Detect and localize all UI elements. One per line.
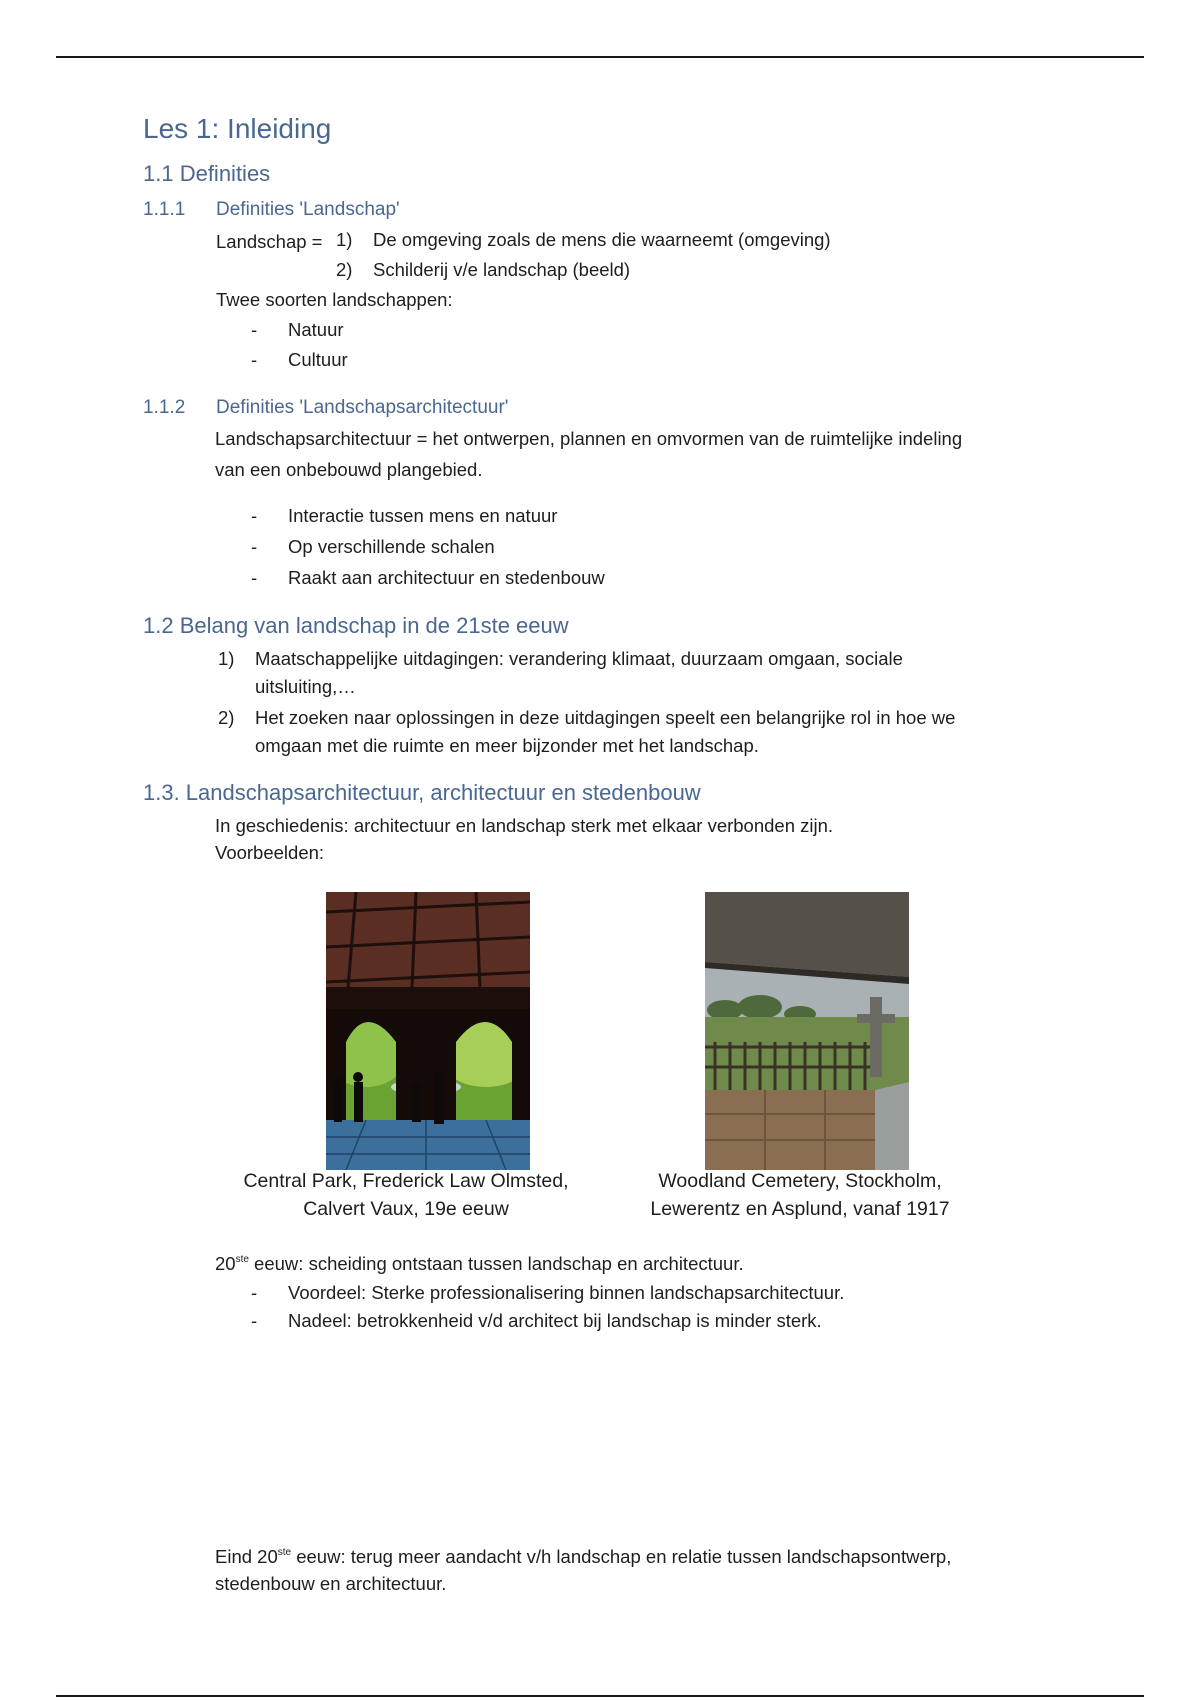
examples-label: Voorbeelden: [215,842,325,863]
figure-caption-line: Lewerentz en Asplund, vanaf 1917 [650,1198,950,1220]
end-prefix: Eind 20 [215,1546,278,1567]
landschap-item-number: 2) [336,259,353,280]
end-century-line [215,1546,951,1568]
bullet-dash: - [251,319,258,340]
history-intro: In geschiedenis: architectuur en landschap sterk met elkaar verbonden zijn. [215,815,834,836]
century-suffix: ste [235,1254,249,1265]
importance-item-number: 2) [218,707,235,728]
landscape-type-item: Cultuur [288,349,348,370]
woodland-cemetery-photo [705,892,909,1170]
end-suffix: ste [277,1547,292,1558]
subsection-title-1-1-1: Definities 'Landschap' [216,199,400,220]
definition-bullet: Op verschillende schalen [288,536,495,557]
section-title-1-2: 1.2 Belang van landschap in de 21ste eeuw [143,613,569,638]
century-bullet: Voordeel: Sterke professionalisering binnen landschapsarchitectuur. [288,1282,845,1303]
importance-item-line: Het zoeken naar oplossingen in deze uitdagingen speelt een belangrijke rol in hoe we [255,707,956,728]
figure-caption-line: Calvert Vaux, 19e eeuw [303,1198,509,1220]
definition-bullet: Interactie tussen mens en natuur [288,505,558,526]
bullet-dash: - [251,1310,258,1331]
central-park-photo [326,892,530,1170]
bullet-dash: - [251,349,258,370]
section-title-1-3: 1.3. Landschapsarchitectuur, architectuur en stedenbouw [143,780,701,805]
definition-bullet: Raakt aan architectuur en stedenbouw [288,567,605,588]
landscape-type-item: Natuur [288,319,344,340]
bullet-dash: - [251,536,258,557]
subsection-title-1-1-2: Definities 'Landschapsarchitectuur' [216,397,509,418]
landschap-lead: Landschap = [216,231,323,252]
end-century-line-2: stedenbouw en architectuur. [215,1573,447,1594]
century-number: 20 [215,1253,236,1274]
century-bullet: Nadeel: betrokkenheid v/d architect bij landschap is minder sterk. [288,1310,822,1331]
landschap-item-text: Schilderij v/e landschap (beeld) [373,259,631,280]
bullet-dash: - [251,567,258,588]
bullet-dash: - [251,505,258,526]
importance-item-line: omgaan met die ruimte en meer bijzonder met het landschap. [255,735,759,756]
century-text: eeuw: scheiding ontstaan tussen landschap en architectuur. [248,1253,744,1274]
bottom-rule [56,1695,1144,1697]
chapter-title: Les 1: Inleiding [143,113,332,144]
subsection-number-1-1-1: 1.1.1 [143,199,186,220]
bullet-dash: - [251,1282,258,1303]
importance-item-number: 1) [218,648,235,669]
top-rule [56,56,1144,58]
figure-caption-line: Central Park, Frederick Law Olmsted, [243,1170,569,1192]
definition-text-line: Landschapsarchitectuur = het ontwerpen, plannen en omvormen van de ruimtelijke indeling [215,428,963,449]
importance-item-line: Maatschappelijke uitdagingen: verandering klimaat, duurzaam omgaan, sociale [255,648,903,669]
subsection-number-1-1-2: 1.1.2 [143,397,186,418]
landscape-types-intro: Twee soorten landschappen: [216,289,453,310]
twentieth-century-line [215,1253,744,1275]
definition-text-line: van een onbebouwd plangebied. [215,459,483,480]
importance-item-line: uitsluiting,… [255,676,356,697]
section-title-1-1: 1.1 Definities [143,161,271,186]
figure-caption-line: Woodland Cemetery, Stockholm, [658,1170,942,1192]
end-text: eeuw: terug meer aandacht v/h landschap en relatie tussen landschapsontwerp, [291,1546,952,1567]
landschap-item-number: 1) [336,229,353,250]
landschap-item-text: De omgeving zoals de mens die waarneemt (omgeving) [373,229,831,250]
